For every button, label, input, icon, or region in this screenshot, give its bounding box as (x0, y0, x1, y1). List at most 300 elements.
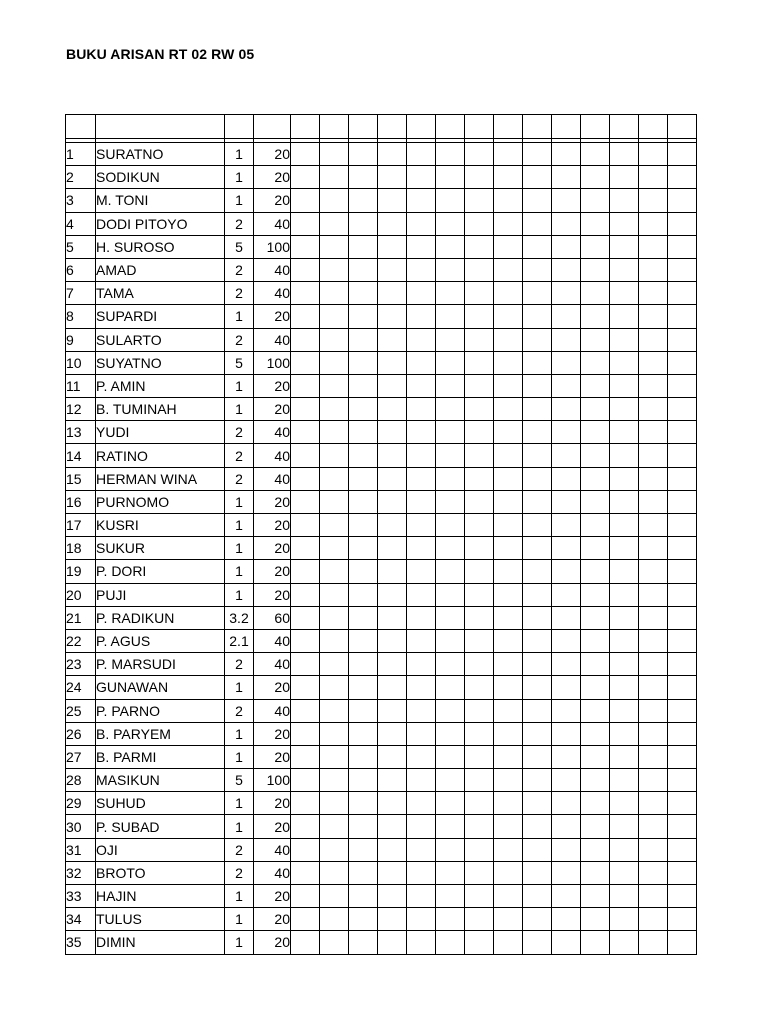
header-cell-no (66, 115, 96, 139)
empty-cell (407, 467, 436, 490)
table-row (66, 908, 697, 931)
empty-cell (610, 212, 639, 235)
member-name: P. SUBAD (96, 815, 225, 838)
empty-cell (291, 583, 320, 606)
amount: 40 (254, 467, 291, 490)
empty-cell (436, 885, 465, 908)
member-name: DODI PITOYO (96, 212, 225, 235)
empty-cell (552, 421, 581, 444)
empty-cell (668, 885, 697, 908)
amount: 40 (254, 444, 291, 467)
empty-cell (668, 722, 697, 745)
empty-cell (581, 815, 610, 838)
amount: 20 (254, 514, 291, 537)
empty-cell (320, 490, 349, 513)
empty-cell (610, 305, 639, 328)
empty-cell (407, 351, 436, 374)
empty-cell (639, 467, 668, 490)
empty-cell (610, 815, 639, 838)
member-name: P. RADIKUN (96, 606, 225, 629)
row-number: 6 (66, 258, 96, 281)
empty-cell (494, 514, 523, 537)
empty-cell (581, 583, 610, 606)
row-number: 9 (66, 328, 96, 351)
empty-cell (610, 722, 639, 745)
empty-cell (523, 606, 552, 629)
empty-cell (378, 769, 407, 792)
empty-cell (320, 328, 349, 351)
share-count: 1 (225, 583, 254, 606)
empty-cell (465, 560, 494, 583)
member-name: B. TUMINAH (96, 398, 225, 421)
table-row (66, 537, 697, 560)
empty-cell (436, 838, 465, 861)
member-name: SUHUD (96, 792, 225, 815)
empty-cell (610, 143, 639, 166)
empty-cell (494, 166, 523, 189)
empty-cell (610, 258, 639, 281)
empty-cell (407, 398, 436, 421)
amount: 20 (254, 305, 291, 328)
amount: 100 (254, 769, 291, 792)
empty-cell (407, 189, 436, 212)
empty-cell (465, 258, 494, 281)
empty-cell (291, 629, 320, 652)
empty-cell (407, 143, 436, 166)
empty-cell (291, 537, 320, 560)
amount: 40 (254, 258, 291, 281)
share-count: 2.1 (225, 629, 254, 652)
empty-cell (320, 722, 349, 745)
empty-cell (552, 931, 581, 954)
empty-cell (378, 374, 407, 397)
empty-cell (407, 258, 436, 281)
empty-cell (465, 838, 494, 861)
table-row (66, 583, 697, 606)
empty-cell (581, 444, 610, 467)
empty-cell (494, 374, 523, 397)
empty-cell (465, 212, 494, 235)
empty-cell (378, 722, 407, 745)
empty-cell (349, 885, 378, 908)
empty-cell (436, 699, 465, 722)
empty-cell (349, 861, 378, 884)
empty-cell (320, 769, 349, 792)
empty-cell (581, 490, 610, 513)
empty-cell (523, 444, 552, 467)
empty-cell (639, 606, 668, 629)
empty-cell (436, 282, 465, 305)
empty-cell (407, 235, 436, 258)
row-number: 15 (66, 467, 96, 490)
empty-cell (639, 374, 668, 397)
empty-cell (407, 583, 436, 606)
amount: 20 (254, 537, 291, 560)
table-row (66, 374, 697, 397)
row-number: 21 (66, 606, 96, 629)
row-number: 31 (66, 838, 96, 861)
empty-cell (436, 398, 465, 421)
empty-cell (349, 908, 378, 931)
empty-cell (610, 769, 639, 792)
empty-cell (349, 815, 378, 838)
empty-cell (465, 931, 494, 954)
empty-cell (610, 560, 639, 583)
empty-cell (320, 838, 349, 861)
member-name: HAJIN (96, 885, 225, 908)
empty-cell (523, 490, 552, 513)
amount: 40 (254, 838, 291, 861)
empty-cell (465, 421, 494, 444)
empty-cell (494, 606, 523, 629)
share-count: 1 (225, 931, 254, 954)
empty-cell (610, 537, 639, 560)
empty-cell (610, 374, 639, 397)
empty-cell (320, 421, 349, 444)
table-row (66, 838, 697, 861)
share-count: 2 (225, 444, 254, 467)
empty-cell (639, 885, 668, 908)
empty-cell (378, 745, 407, 768)
empty-cell (552, 115, 581, 139)
header-cell-amount (254, 115, 291, 139)
empty-cell (610, 629, 639, 652)
empty-cell (610, 115, 639, 139)
empty-cell (465, 908, 494, 931)
share-count: 2 (225, 421, 254, 444)
amount: 20 (254, 143, 291, 166)
empty-cell (436, 258, 465, 281)
table-row (66, 305, 697, 328)
empty-cell (465, 328, 494, 351)
member-name: TAMA (96, 282, 225, 305)
table-row (66, 769, 697, 792)
empty-cell (320, 212, 349, 235)
empty-cell (291, 444, 320, 467)
empty-cell (668, 606, 697, 629)
table-row (66, 490, 697, 513)
empty-cell (610, 514, 639, 537)
empty-cell (581, 374, 610, 397)
empty-cell (320, 583, 349, 606)
empty-cell (639, 908, 668, 931)
amount: 20 (254, 815, 291, 838)
table-row (66, 699, 697, 722)
empty-cell (639, 514, 668, 537)
share-count: 5 (225, 769, 254, 792)
empty-cell (639, 699, 668, 722)
member-name: SUYATNO (96, 351, 225, 374)
empty-cell (668, 653, 697, 676)
empty-cell (320, 745, 349, 768)
empty-cell (523, 305, 552, 328)
empty-cell (320, 351, 349, 374)
row-number: 17 (66, 514, 96, 537)
empty-cell (291, 212, 320, 235)
empty-cell (668, 838, 697, 861)
empty-cell (668, 745, 697, 768)
empty-cell (552, 490, 581, 513)
empty-cell (552, 444, 581, 467)
empty-cell (639, 537, 668, 560)
empty-cell (378, 583, 407, 606)
empty-cell (494, 908, 523, 931)
empty-cell (523, 861, 552, 884)
amount: 40 (254, 629, 291, 652)
empty-cell (349, 115, 378, 139)
empty-cell (668, 676, 697, 699)
empty-cell (378, 838, 407, 861)
share-count: 1 (225, 490, 254, 513)
empty-cell (349, 444, 378, 467)
empty-cell (465, 629, 494, 652)
empty-cell (465, 143, 494, 166)
row-number: 26 (66, 722, 96, 745)
empty-cell (610, 398, 639, 421)
empty-cell (552, 653, 581, 676)
amount: 100 (254, 235, 291, 258)
empty-cell (407, 838, 436, 861)
row-number: 14 (66, 444, 96, 467)
empty-cell (494, 490, 523, 513)
empty-cell (349, 699, 378, 722)
empty-cell (291, 115, 320, 139)
row-number: 20 (66, 583, 96, 606)
empty-cell (349, 676, 378, 699)
table-row (66, 212, 697, 235)
member-name: MASIKUN (96, 769, 225, 792)
empty-cell (378, 490, 407, 513)
member-name: B. PARMI (96, 745, 225, 768)
member-name: PUJI (96, 583, 225, 606)
empty-cell (494, 792, 523, 815)
empty-cell (291, 861, 320, 884)
table-row (66, 745, 697, 768)
row-number: 8 (66, 305, 96, 328)
empty-cell (523, 653, 552, 676)
empty-cell (610, 421, 639, 444)
empty-cell (291, 374, 320, 397)
empty-cell (494, 305, 523, 328)
empty-cell (465, 374, 494, 397)
empty-cell (668, 861, 697, 884)
empty-cell (378, 931, 407, 954)
empty-cell (407, 115, 436, 139)
empty-cell (523, 908, 552, 931)
amount: 100 (254, 351, 291, 374)
empty-cell (378, 282, 407, 305)
empty-cell (291, 467, 320, 490)
empty-cell (610, 931, 639, 954)
empty-cell (436, 351, 465, 374)
amount: 20 (254, 560, 291, 583)
empty-cell (320, 885, 349, 908)
empty-cell (291, 143, 320, 166)
table-row (66, 815, 697, 838)
empty-cell (436, 861, 465, 884)
empty-cell (610, 189, 639, 212)
empty-cell (523, 166, 552, 189)
empty-cell (639, 653, 668, 676)
empty-cell (523, 838, 552, 861)
empty-cell (552, 745, 581, 768)
empty-cell (320, 606, 349, 629)
empty-cell (552, 861, 581, 884)
empty-cell (407, 166, 436, 189)
empty-cell (668, 398, 697, 421)
empty-cell (494, 189, 523, 212)
empty-cell (436, 374, 465, 397)
empty-cell (581, 235, 610, 258)
empty-cell (610, 583, 639, 606)
empty-cell (523, 212, 552, 235)
empty-cell (465, 444, 494, 467)
empty-cell (436, 490, 465, 513)
amount: 40 (254, 699, 291, 722)
empty-cell (639, 861, 668, 884)
empty-cell (639, 258, 668, 281)
member-name: YUDI (96, 421, 225, 444)
empty-cell (436, 769, 465, 792)
empty-cell (378, 699, 407, 722)
empty-cell (378, 328, 407, 351)
empty-cell (436, 143, 465, 166)
empty-cell (465, 745, 494, 768)
share-count: 1 (225, 374, 254, 397)
row-number: 2 (66, 166, 96, 189)
empty-cell (494, 931, 523, 954)
share-count: 2 (225, 328, 254, 351)
empty-cell (465, 305, 494, 328)
amount: 20 (254, 885, 291, 908)
empty-cell (349, 537, 378, 560)
empty-cell (291, 235, 320, 258)
empty-cell (610, 166, 639, 189)
empty-cell (465, 722, 494, 745)
table-row (66, 282, 697, 305)
empty-cell (494, 861, 523, 884)
empty-cell (581, 467, 610, 490)
row-number: 22 (66, 629, 96, 652)
empty-cell (523, 629, 552, 652)
empty-cell (581, 908, 610, 931)
empty-cell (639, 189, 668, 212)
empty-cell (552, 374, 581, 397)
empty-cell (581, 861, 610, 884)
table-row (66, 258, 697, 281)
table-row (66, 166, 697, 189)
empty-cell (320, 653, 349, 676)
row-number: 18 (66, 537, 96, 560)
empty-cell (581, 282, 610, 305)
empty-cell (378, 235, 407, 258)
empty-cell (291, 653, 320, 676)
row-number: 34 (66, 908, 96, 931)
row-number: 13 (66, 421, 96, 444)
empty-cell (349, 490, 378, 513)
share-count: 1 (225, 815, 254, 838)
empty-cell (407, 931, 436, 954)
empty-cell (552, 189, 581, 212)
empty-cell (639, 815, 668, 838)
empty-cell (407, 305, 436, 328)
empty-cell (349, 560, 378, 583)
member-name: BROTO (96, 861, 225, 884)
member-name: PURNOMO (96, 490, 225, 513)
empty-cell (465, 583, 494, 606)
empty-cell (610, 745, 639, 768)
share-count: 2 (225, 282, 254, 305)
empty-cell (407, 908, 436, 931)
empty-cell (552, 838, 581, 861)
empty-cell (320, 908, 349, 931)
empty-cell (465, 235, 494, 258)
table-row (66, 444, 697, 467)
empty-cell (668, 235, 697, 258)
empty-cell (349, 235, 378, 258)
empty-cell (668, 212, 697, 235)
empty-cell (465, 792, 494, 815)
empty-cell (378, 421, 407, 444)
empty-cell (320, 815, 349, 838)
empty-cell (639, 235, 668, 258)
share-count: 1 (225, 792, 254, 815)
empty-cell (349, 143, 378, 166)
empty-cell (668, 115, 697, 139)
empty-cell (320, 258, 349, 281)
empty-cell (320, 189, 349, 212)
empty-cell (668, 514, 697, 537)
empty-cell (639, 792, 668, 815)
row-number: 30 (66, 815, 96, 838)
empty-cell (436, 328, 465, 351)
empty-cell (349, 629, 378, 652)
empty-cell (523, 115, 552, 139)
row-number: 35 (66, 931, 96, 954)
empty-cell (639, 490, 668, 513)
empty-cell (494, 722, 523, 745)
empty-cell (407, 861, 436, 884)
member-name: P. PARNO (96, 699, 225, 722)
empty-cell (581, 769, 610, 792)
empty-cell (378, 189, 407, 212)
empty-cell (378, 560, 407, 583)
empty-cell (320, 699, 349, 722)
share-count: 2 (225, 467, 254, 490)
empty-cell (523, 815, 552, 838)
row-number: 16 (66, 490, 96, 513)
member-name: GUNAWAN (96, 676, 225, 699)
empty-cell (436, 444, 465, 467)
arisan-table (65, 114, 697, 955)
empty-cell (581, 792, 610, 815)
empty-cell (494, 583, 523, 606)
empty-cell (465, 861, 494, 884)
empty-cell (378, 115, 407, 139)
empty-cell (465, 115, 494, 139)
empty-cell (494, 398, 523, 421)
empty-cell (639, 115, 668, 139)
empty-cell (552, 143, 581, 166)
empty-cell (465, 815, 494, 838)
empty-cell (436, 931, 465, 954)
member-name: RATINO (96, 444, 225, 467)
empty-cell (639, 583, 668, 606)
empty-cell (581, 398, 610, 421)
table-row (66, 235, 697, 258)
share-count: 1 (225, 514, 254, 537)
empty-cell (291, 166, 320, 189)
